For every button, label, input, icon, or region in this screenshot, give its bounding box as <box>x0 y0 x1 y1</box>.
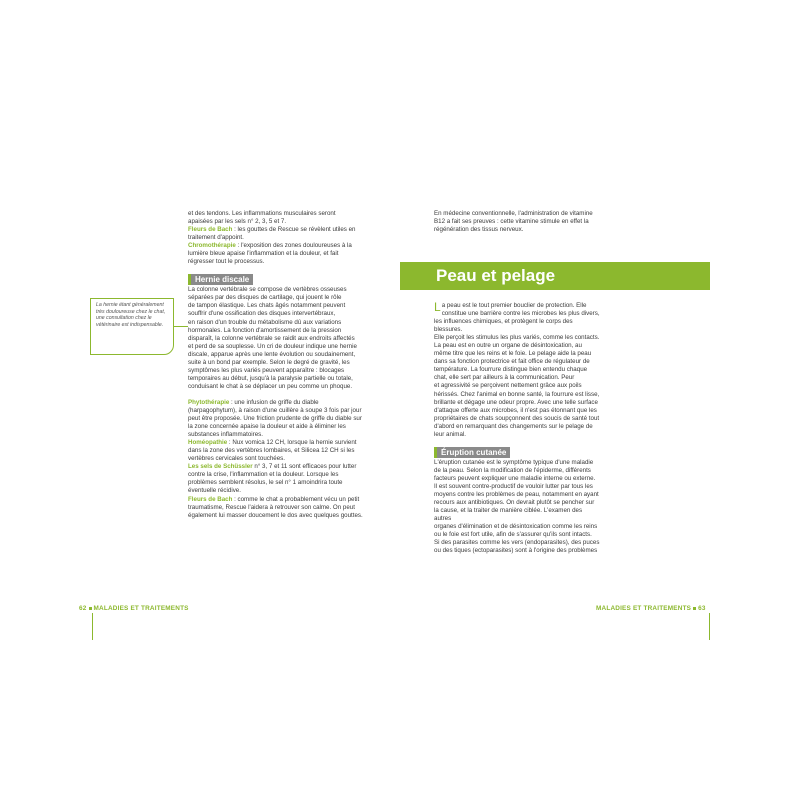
chromo-label: Chromothérapie <box>188 242 236 250</box>
text-line: hormonales. La fonction d'amortissement de la pression <box>188 326 342 334</box>
text-line: d'attaque offerte aux microbes, il n'est pas étonnant que les <box>434 406 597 414</box>
eruption-heading-row <box>434 447 600 459</box>
text-line: même titre que les reins et le foie. Le pelage aide la peau <box>434 350 592 358</box>
chapter-title: Peau et pelage <box>436 266 556 285</box>
right-page-body <box>434 302 600 555</box>
footer-rule-left <box>92 613 93 640</box>
text-line: de tampon élastique. Les chats âgés notamment peuvent <box>188 302 346 310</box>
drop-cap: L <box>434 300 441 314</box>
footer-left <box>79 605 189 612</box>
text-line: chat, elle sert par ailleurs à la communication. Peur <box>434 374 575 382</box>
text-line: et des tendons. Les inflammations musculaires seront <box>188 210 336 217</box>
text-line: la cause, et la traiter de manière ciblée. L'examen des autres <box>434 507 583 523</box>
text-line: recours aux antibiotiques. On devrait plutôt se pencher sur <box>434 499 595 507</box>
section-heading-hernie: Hernie discale <box>188 274 253 285</box>
homeo-text: : Nux vomica 12 CH, lorsque la hernie survient dans la zone des vertèbres lombaires, et Silicea 12 CH si les vertèbres cervicales sont touchées. <box>188 439 357 463</box>
bullet-icon <box>693 607 696 610</box>
bach-text: : les gouttes de Rescue se révèlent utiles en traitement d'appoint. <box>188 226 356 242</box>
text-line: dans sa fonction protectrice et fait office de régulateur de <box>434 358 590 366</box>
text-line: B12 a fait ses preuves : cette vitamine stimule en effet la <box>434 218 589 226</box>
text-line: et perd de sa souplesse. Un cri de douleur indique une hernie <box>188 342 357 350</box>
phyto-label: Phytothérapie <box>188 398 230 406</box>
sels-text: n° 3, 7 et 11 sont efficaces pour lutter contre la crise, l'inflammation et la douleur. Lorsque les problèmes semblent résolus, le sel n° 1 amoindrira toute éventuelle récidive. <box>188 463 357 495</box>
text-line: La colonne vertébrale se compose de vertèbres osseuses <box>188 286 347 294</box>
text-line: suite à un bond par exemple. Selon le degré de gravité, les <box>188 358 350 366</box>
text-line: hérissés. Chez l'animal en bonne santé, la fourrure est lisse, <box>434 390 600 398</box>
sidenote-text: La hernie étant généralement très douloureuse chez le chat, une consultation chez le vétérinaire est indispensable. <box>96 302 166 328</box>
bach-text: : comme le chat a probablement vécu un petit traumatisme, Rescue l'aidera à retrouver son calme. On peut également lui masser doucement le dos avec quelques gouttes. <box>188 495 363 519</box>
text-line: propriétaires de chats soupçonnent des soucis de santé tout <box>434 414 600 422</box>
text-line: température. La fourrure distingue bien entendu chaque <box>434 366 588 374</box>
text-line: La peau est en outre un organe de désintoxication, au <box>434 342 582 350</box>
right-page-top <box>434 210 600 234</box>
text-line: symptômes les plus variés peuvent apparaître : blocages <box>188 366 345 374</box>
text-line: souffrir d'une ossification des disques intervertébraux, <box>188 310 336 318</box>
text-line: apaisées par les sels n° 2, 3, 5 et 7. <box>188 218 287 226</box>
text-line: régénération des tissus nerveux. <box>434 226 524 234</box>
text-line: facteurs peuvent expliquer une maladie interne ou externe. <box>434 474 596 482</box>
text-line: de la peau. Selon la modification de l'épiderme, différents <box>434 466 591 474</box>
text-line: et agressivité se perçoivent nettement grâce aux poils <box>434 382 582 390</box>
text-line: d'abord en remarquant des changements sur le pelage de <box>434 422 593 430</box>
phyto-paragraph <box>188 399 363 439</box>
text-line: disparaît, la colonne vertébrale se raidit aux endroits affectés <box>188 334 355 342</box>
text-line: séparées par des disques de cartilage, qui jouent le rôle <box>188 294 342 302</box>
running-title-right: MALADIES ET TRAITEMENTS <box>596 605 692 612</box>
homeo-paragraph <box>188 439 363 463</box>
footer-rule-right <box>709 613 710 640</box>
chromo-paragraph <box>188 242 363 266</box>
text-line: En médecine conventionnelle, l'administration de vitamine <box>434 210 593 217</box>
section-heading-eruption: Éruption cutanée <box>434 447 510 458</box>
sidenote-box <box>90 298 174 355</box>
text-line: organes d'élimination et de désintoxication comme les reins <box>434 523 598 531</box>
sidenote-leader-line <box>174 326 188 327</box>
text-line: a peau est le tout premier bouclier de protection. Elle <box>441 302 587 309</box>
left-page-body <box>188 210 363 520</box>
text-line: conduisant le chat à se déplacer un peu comme un phoque. <box>188 382 353 390</box>
text-line: en raison d'un trouble du métabolisme dû aux variations <box>188 318 342 326</box>
text-line: brillante et dégage une odeur propre. Avec une telle surface <box>434 398 598 406</box>
sels-label: Les sels de Schüssler <box>188 463 253 471</box>
bach-label: Fleurs de Bach <box>188 226 233 234</box>
text-line: discale, apparue après une lente évolution ou soudainement, <box>188 350 356 358</box>
sels-paragraph <box>188 463 363 495</box>
bach-label: Fleurs de Bach <box>188 495 233 503</box>
text-line: Elle perçoit les stimulus les plus variés, comme les contacts. <box>434 334 600 342</box>
text-line: temporaires au début, jusqu'à la paralysie partielle ou totale, <box>188 374 353 382</box>
homeo-label: Homéopathie <box>188 439 228 447</box>
text-line: ou des tiques (ectoparasites) sont à l'origine des problèmes <box>434 547 598 555</box>
bach-paragraph-2 <box>188 496 363 520</box>
page-number-left: 62 <box>79 605 87 612</box>
hernie-heading-row <box>188 274 363 286</box>
bach-paragraph-1 <box>188 226 363 242</box>
phyto-text: : une infusion de griffe du diable (harpagophytum), à raison d'une cuillère à soupe 3 fois par jour peut être proposée. Une friction prudente de griffe du diable sur la zone concernée apaise la douleur et aide à éliminer les substances inflammatoires. <box>188 398 362 439</box>
text-line: leur animal. <box>434 430 466 438</box>
text-line: les influences chimiques, et protègent le corps des blessures. <box>434 318 573 334</box>
bullet-icon <box>89 607 92 610</box>
chromo-text: : l'exposition des zones douloureuses à la lumière bleue apaise l'inflammation et la douleur, et fait régresser tout le processus. <box>188 242 352 266</box>
text-line: constitue une barrière contre les microbes les plus divers, <box>441 310 600 318</box>
footer-right <box>596 605 706 612</box>
text-line: Si des parasites comme les vers (endoparasites), des puces <box>434 539 600 547</box>
text-line: Il est souvent contre-productif de vouloir lutter par tous les <box>434 482 593 490</box>
text-line: L'éruption cutanée est le symptôme typique d'une maladie <box>434 458 594 466</box>
running-title-left: MALADIES ET TRAITEMENTS <box>93 605 189 612</box>
text-line: moyens contre les problèmes de peau, notamment en ayant <box>434 490 599 498</box>
text-line: ou le foie est fort utile, afin de s'assurer qu'ils sont intacts. <box>434 531 592 539</box>
page-number-right: 63 <box>698 605 706 612</box>
